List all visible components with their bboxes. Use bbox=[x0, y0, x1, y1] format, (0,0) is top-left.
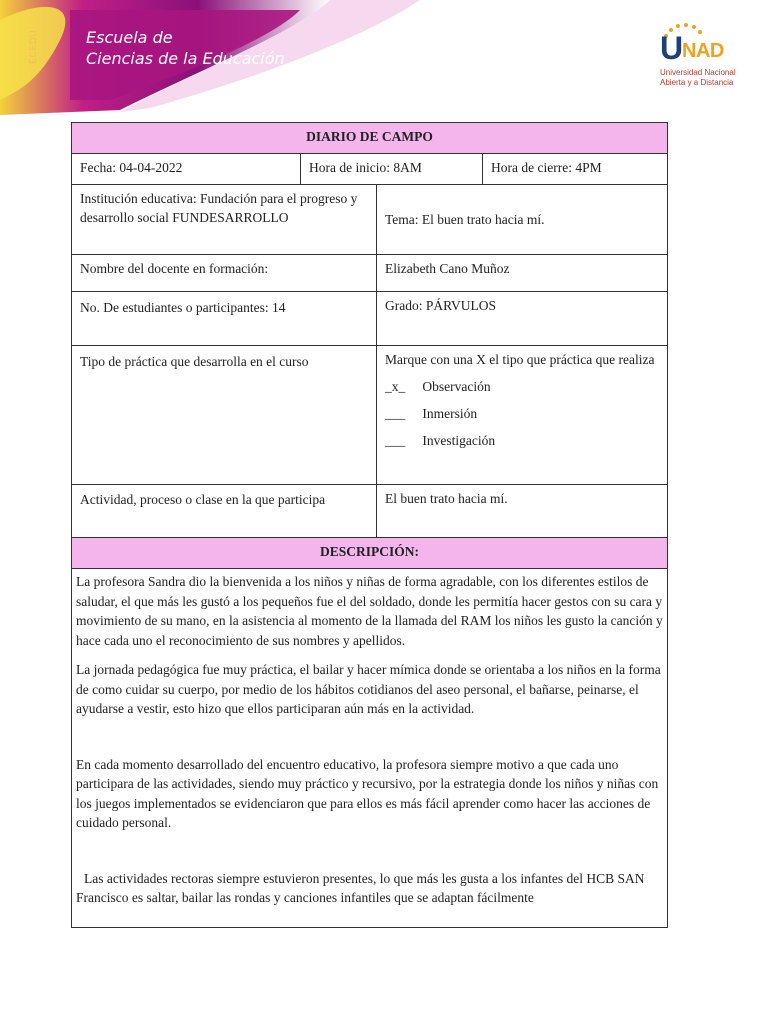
school-line-2: Ciencias de la Educación bbox=[86, 49, 285, 68]
option-observacion bbox=[385, 377, 659, 396]
hora-cierre-cell: Hora de cierre: 4PM bbox=[483, 154, 668, 185]
paragraph-4: Las actividades rectoras siempre estuvieron presentes, lo que más les gusta a los infantes del HCB SAN Francisco es saltar, bailar las rondas y canciones infantiles que se adaptan fácilmente bbox=[76, 870, 645, 905]
tema-cell: Tema: El buen trato hacia mí. bbox=[377, 185, 668, 255]
logo-subtitle-1: Universidad Nacional bbox=[660, 68, 736, 77]
school-line-1: Escuela de bbox=[86, 28, 173, 47]
institucion-cell: Institución educativa: Fundación para el progreso y desarrollo social FUNDESARROLLO bbox=[72, 185, 377, 255]
option-mark: ___ bbox=[385, 433, 406, 448]
option-label: Investigación bbox=[422, 433, 496, 448]
header-banner bbox=[0, 0, 768, 115]
fecha-cell: Fecha: 04-04-2022 bbox=[72, 154, 301, 185]
estudiantes-cell: No. De estudiantes o participantes: 14 bbox=[72, 292, 377, 346]
paragraph-3: En cada momento desarrollado del encuentro educativo, la profesora siempre motivo a que cada uno participara de las actividades, siendo muy práctico y recursivo, por la estrategia donde los niños y niñas con los juegos implementados se evidenciaron que para ellos es más fácil aprender como hacer las acciones de cuidado personal. bbox=[76, 756, 659, 830]
grado-cell: Grado: PÁRVULOS bbox=[377, 292, 668, 346]
unad-logo bbox=[660, 20, 750, 90]
logo-letter-u: U bbox=[660, 30, 684, 66]
ecedu-vertical-label: ECEDU bbox=[28, 29, 39, 65]
form-title: DIARIO DE CAMPO bbox=[72, 123, 668, 154]
logo-subtitle-2: Abierta y a Distancia bbox=[660, 78, 734, 87]
option-mark: ___ bbox=[385, 406, 406, 421]
docente-value-cell: Elizabeth Cano Muñoz bbox=[377, 255, 668, 292]
descripcion-title: DESCRIPCIÓN: bbox=[72, 538, 668, 569]
marque-cell bbox=[377, 346, 668, 485]
option-label: Inmersión bbox=[422, 406, 478, 421]
actividad-value-cell: El buen trato hacia mí. bbox=[377, 485, 668, 538]
option-investigacion bbox=[385, 431, 659, 450]
option-mark: _x_ bbox=[385, 379, 406, 394]
logo-letters-nad: NAD bbox=[682, 40, 724, 62]
marque-label: Marque con una X el tipo que práctica que realiza bbox=[385, 352, 655, 367]
option-inmersion bbox=[385, 404, 659, 423]
actividad-label-cell: Actividad, proceso o clase en la que participa bbox=[72, 485, 377, 538]
option-label: Observación bbox=[422, 379, 491, 394]
hora-inicio-cell: Hora de inicio: 8AM bbox=[301, 154, 483, 185]
paragraph-1: La profesora Sandra dio la bienvenida a los niños y niñas de forma agradable, con los diferentes estilos de saludar, el que más les gustó a los pequeños fue el del soldado, donde les permitía hacer gestos con su cara y movimiento de su mano, en la asistencia al momento de la llamada del RAM los niños les gusto la canción y hace cada uno el reconocimiento de sus nombres y apellidos. bbox=[76, 574, 663, 648]
paragraph-2: La jornada pedagógica fue muy práctica, el bailar y hacer mímica donde se orientaba a los niños en la forma de como cuidar su cuerpo, por medio de los hábitos cotidianos del aseo personal, el bañarse, peinarse, el ayudarse a vestir, esto hizo que ellos participaran aún más en la actividad. bbox=[76, 662, 661, 716]
diario-table bbox=[71, 122, 668, 928]
tipo-practica-cell: Tipo de práctica que desarrolla en el curso bbox=[72, 346, 377, 485]
school-name bbox=[86, 27, 285, 69]
descripcion-body bbox=[72, 569, 668, 928]
docente-label-cell: Nombre del docente en formación: bbox=[72, 255, 377, 292]
